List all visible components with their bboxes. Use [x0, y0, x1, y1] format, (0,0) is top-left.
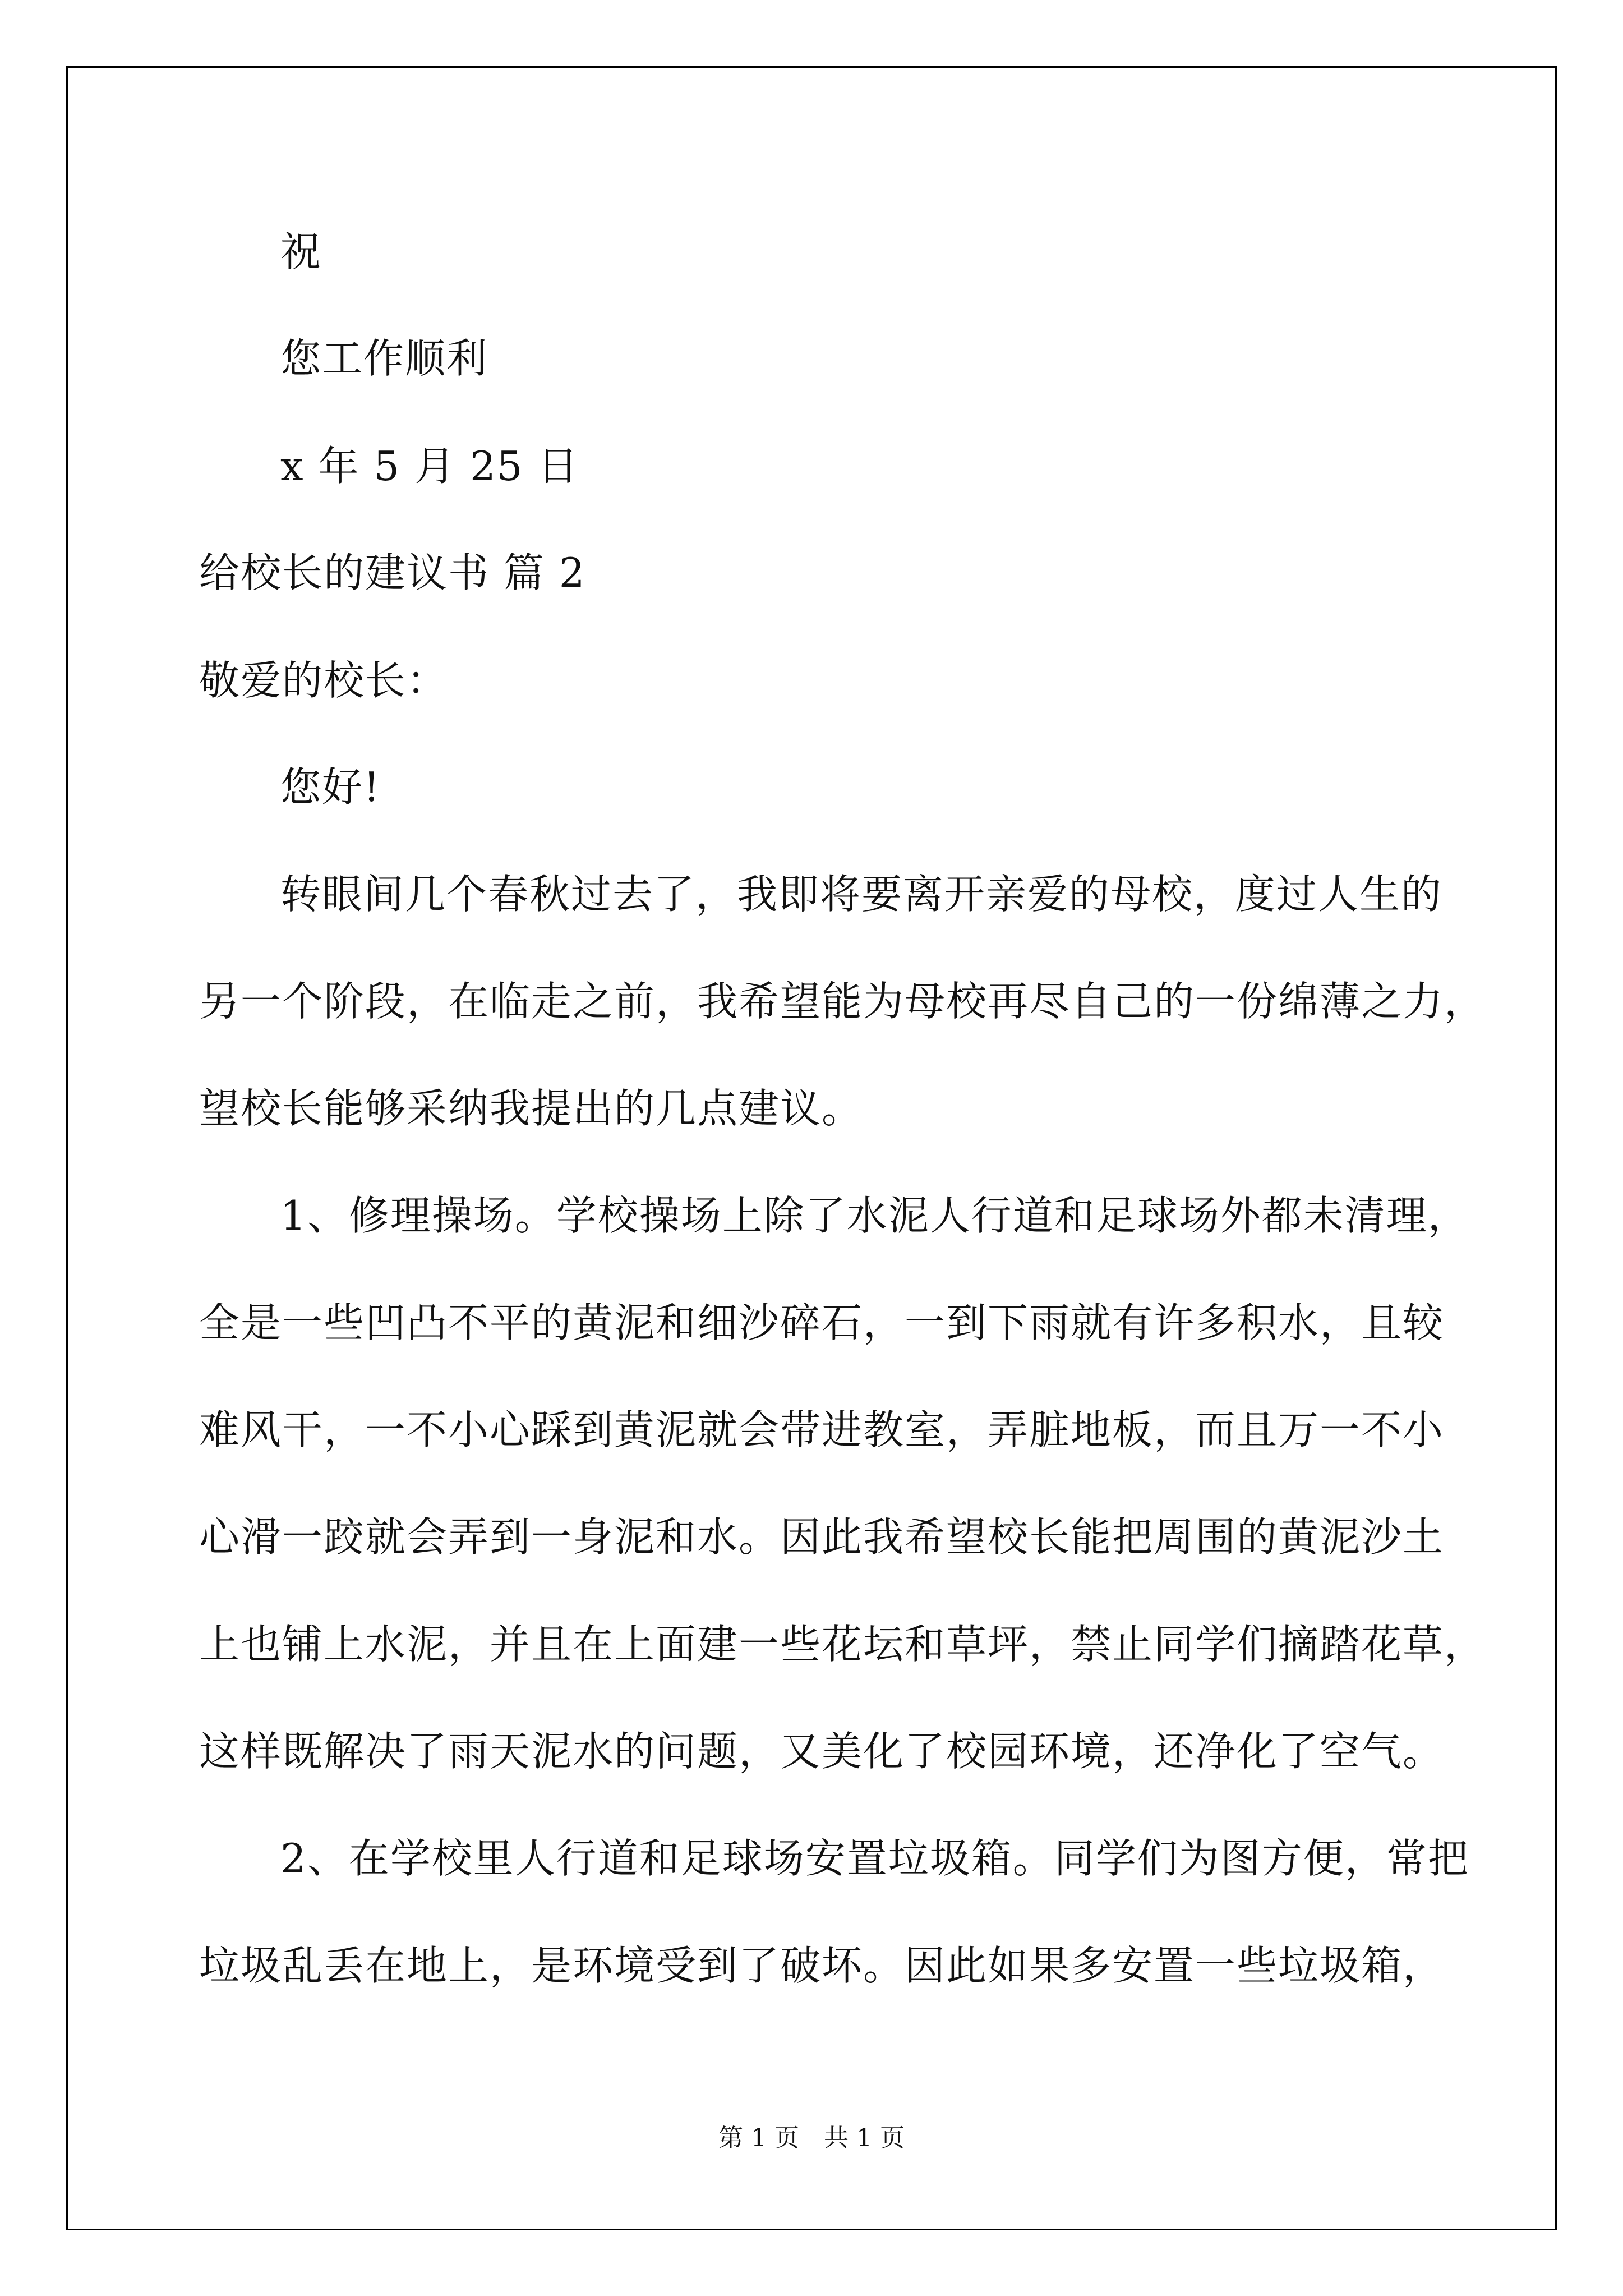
paragraph-line: 全是一些凹凸不平的黄泥和细沙碎石，一到下雨就有许多积水，且较: [199, 1299, 1445, 1346]
paragraph-line: 这样既解决了雨天泥水的问题，又美化了校园环境，还净化了空气。: [199, 1728, 1445, 1775]
greeting: 您好!: [280, 763, 381, 811]
paragraph-line: 1、修理操场。学校操场上除了水泥人行道和足球场外都未清理，: [280, 1192, 1469, 1239]
text-line-3: x 年 5 月 25 日: [280, 443, 579, 490]
page-footer: 第 1 页 共 1 页: [718, 2124, 905, 2152]
paragraph-line: 转眼间几个春秋过去了，我即将要离开亲爱的母校，度过人生的: [280, 871, 1443, 918]
salutation: 敬爱的校长：: [199, 657, 449, 704]
paragraph-line: 上也铺上水泥，并且在上面建一些花坛和草坪，禁止同学们摘踏花草，: [199, 1621, 1486, 1668]
paragraph-line: 2、在学校里人行道和足球场安置垃圾箱。同学们为图方便，常把: [280, 1835, 1469, 1882]
text-line-2: 您工作顺利: [280, 335, 488, 382]
paragraph-line: 另一个阶段，在临走之前，我希望能为母校再尽自己的一份绵薄之力，: [199, 978, 1486, 1025]
paragraph-line: 望校长能够采纳我提出的几点建议。: [199, 1085, 864, 1132]
text-line-1: 祝: [280, 228, 322, 275]
paragraph-line: 心滑一跤就会弄到一身泥和水。因此我希望校长能把周围的黄泥沙土: [199, 1513, 1445, 1561]
section-heading: 给校长的建议书 篇 2: [199, 549, 586, 596]
paragraph-line: 难风干，一不小心踩到黄泥就会带进教室，弄脏地板，而且万一不小: [199, 1406, 1445, 1453]
paragraph-line: 垃圾乱丢在地上，是环境受到了破坏。因此如果多安置一些垃圾箱，: [199, 1942, 1445, 1989]
page-border: [66, 66, 1557, 2230]
